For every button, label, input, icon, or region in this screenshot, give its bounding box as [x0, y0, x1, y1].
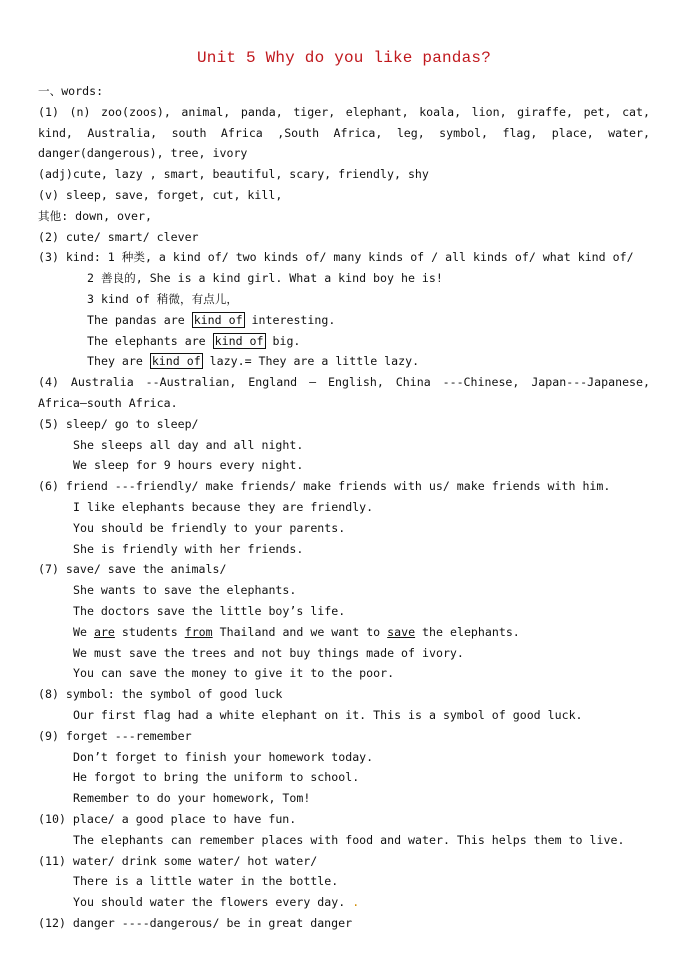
words-heading: 一、words:	[38, 84, 104, 98]
example-sentence: The elephants are kind of big.	[87, 334, 301, 348]
noun-list-line-1: (1) (n) zoo(zoos), animal, panda, tiger, elephant, koala, lion, giraffe, pet, cat,	[38, 105, 650, 119]
verb-list: (v) sleep, save, forget, cut, kill,	[38, 188, 283, 202]
example-sentence: She wants to save the elephants.	[73, 583, 297, 597]
item-4-countries: (4) Australia --Australian, England – English, China ---Chinese, Japan---Japanese,	[38, 375, 650, 389]
example-sentence: There is a little water in the bottle.	[73, 874, 339, 888]
kind-meaning-2: 2 善良的, She is a kind girl. What a kind boy he is!	[87, 271, 443, 285]
noun-list-line-2: kind, Australia, south Africa ,South Africa, leg, symbol, flag, place, water,	[38, 126, 650, 140]
item-6-friend: (6) friend ---friendly/ make friends/ make friends with us/ make friends with him.	[38, 479, 611, 493]
item-8-symbol: (8) symbol: the symbol of good luck	[38, 687, 283, 701]
example-sentence: Remember to do your homework, Tom!	[73, 791, 311, 805]
example-sentence: We are students from Thailand and we want to save the elephants.	[73, 625, 520, 639]
adjective-list: (adj)cute, lazy , smart, beautiful, scary, friendly, shy	[38, 167, 429, 181]
example-sentence: You should water the flowers every day. .	[73, 895, 360, 909]
boxed-phrase: kind of	[193, 313, 243, 327]
example-sentence: The elephants can remember places with food and water. This helps them to live.	[73, 833, 625, 847]
item-3-kind: (3) kind: 1 种类, a kind of/ two kinds of/ many kinds of / all kinds of/ what kind of/	[38, 250, 634, 264]
item-4-countries-cont: Africa—south Africa.	[38, 396, 178, 410]
page-title: Unit 5 Why do you like pandas?	[196, 49, 492, 67]
item-9-forget: (9) forget ---remember	[38, 729, 192, 743]
item-7-save: (7) save/ save the animals/	[38, 562, 227, 576]
example-sentence: The doctors save the little boy’s life.	[73, 604, 346, 618]
example-sentence: We must save the trees and not buy things made of ivory.	[73, 646, 464, 660]
example-sentence: I like elephants because they are friendly.	[73, 500, 374, 514]
boxed-phrase: kind of	[151, 354, 201, 368]
item-5-sleep: (5) sleep/ go to sleep/	[38, 417, 199, 431]
example-sentence: We sleep for 9 hours every night.	[73, 458, 304, 472]
example-sentence: They are kind of lazy.= They are a little lazy.	[87, 354, 420, 368]
example-sentence: She sleeps all day and all night.	[73, 438, 304, 452]
boxed-phrase: kind of	[214, 334, 264, 348]
example-sentence: He forgot to bring the uniform to school.	[73, 770, 360, 784]
underlined-word: are	[93, 625, 115, 639]
example-sentence: You should be friendly to your parents.	[73, 521, 346, 535]
kind-meaning-3: 3 kind of 稍微，有点儿，	[87, 292, 238, 306]
underlined-word: save	[387, 625, 416, 639]
noun-list-line-3: danger(dangerous), tree, ivory	[38, 146, 248, 160]
item-10-place: (10) place/ a good place to have fun.	[38, 812, 297, 826]
example-sentence: Don’t forget to finish your homework today.	[73, 750, 374, 764]
example-sentence: The pandas are kind of interesting.	[87, 313, 336, 327]
item-11-water: (11) water/ drink some water/ hot water/	[38, 854, 318, 868]
example-sentence: Our first flag had a white elephant on it. This is a symbol of good luck.	[73, 708, 583, 722]
item-12-danger: (12) danger ----dangerous/ be in great danger	[38, 916, 353, 930]
item-2: (2) cute/ smart/ clever	[38, 230, 199, 244]
stray-mark: .	[345, 895, 360, 909]
underlined-word: from	[184, 625, 213, 639]
example-sentence: She is friendly with her friends.	[73, 542, 304, 556]
other-words: 其他: down, over,	[38, 209, 152, 223]
example-sentence: You can save the money to give it to the poor.	[73, 666, 395, 680]
